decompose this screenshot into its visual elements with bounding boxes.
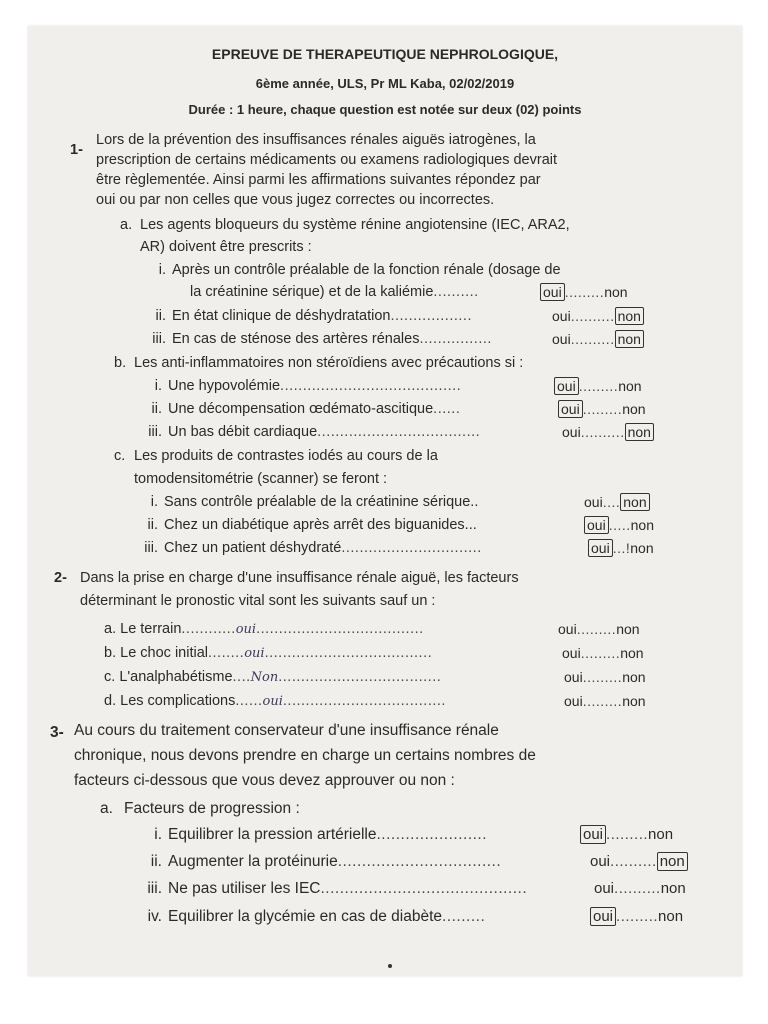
q1-a-item-3	[140, 331, 492, 347]
question-1-intro-1: Lors de la prévention des insuffisances rénales aiguës iatrogènes, la	[96, 132, 536, 148]
question-1-intro-3: être règlementée. Ainsi parmi les affirmations suivantes répondez par	[96, 172, 541, 188]
answer-oui[interactable]: oui	[590, 853, 611, 870]
answer-non[interactable]: non	[648, 826, 674, 843]
item-text: En état clinique de déshydratation	[172, 308, 391, 324]
item-text: Equilibrer la pression artérielle	[168, 826, 377, 843]
q2-item-b-answer: oui.........non	[562, 645, 644, 661]
answer-non[interactable]: non	[622, 401, 646, 417]
answer-non[interactable]: non	[660, 880, 686, 897]
question-2-intro-1: Dans la prise en charge d'une insuffisance rénale aiguë, les facteurs	[80, 570, 519, 586]
dots: ........................................	[280, 378, 462, 394]
answer-oui-circled[interactable]: oui	[540, 283, 565, 301]
item-number: iii.	[147, 880, 162, 897]
answer-oui-circled[interactable]: oui	[590, 907, 616, 926]
dots: ...........................................	[320, 880, 528, 897]
item-text: Les complications	[120, 693, 236, 709]
dots: .......................	[376, 826, 488, 843]
item-number: ii.	[155, 308, 166, 324]
q1-a-label: a.	[120, 217, 133, 233]
q1-b-text: Les anti-inflammatoires non stéroïdiens avec précautions si :	[134, 355, 524, 371]
answer-non-circled[interactable]: non	[620, 493, 649, 511]
item-text: En cas de sténose des artères rénales	[172, 331, 420, 347]
q3-a-item-4-answer: oui .........non	[590, 908, 683, 925]
answer-non-circled[interactable]: non	[657, 852, 688, 871]
item-number: i.	[154, 826, 162, 843]
q3-a-item-3-answer: oui..........non	[594, 880, 686, 897]
answer-non[interactable]: non	[620, 645, 644, 661]
item-text: Sans contrôle préalable de la créatinine sérique..	[164, 494, 479, 510]
q2-item-c: c. L'analphabétisme....Non....................................	[104, 669, 442, 685]
question-1-intro-2: prescription de certains médicaments ou examens radiologiques devrait	[96, 152, 558, 168]
answer-oui[interactable]: oui	[562, 424, 581, 440]
answer-oui[interactable]: oui	[564, 669, 583, 685]
item-text: Equilibrer la glycémie en cas de diabète	[168, 908, 442, 925]
q1-c-item-3	[132, 540, 482, 556]
answer-oui[interactable]: oui	[552, 308, 571, 324]
dots: ...............................	[341, 540, 482, 556]
answer-oui[interactable]: oui	[558, 621, 577, 637]
q1-c-item-2	[132, 517, 477, 533]
answer-oui-circled[interactable]: oui	[588, 539, 613, 557]
q1-b-label: b.	[114, 355, 127, 371]
answer-non[interactable]: non	[630, 540, 654, 556]
answer-oui[interactable]: oui	[552, 331, 571, 347]
dots: ....................................	[317, 424, 481, 440]
q2-item-a: a. Le terrain............oui.....................................	[104, 621, 424, 637]
q1-a-text-1: Les agents bloqueurs du système rénine angiotensine (IEC, ARA2,	[140, 217, 570, 233]
item-number: iv.	[147, 908, 162, 925]
dots: ..................................	[337, 853, 502, 870]
q1-b-item-3-answer: oui.......... non	[562, 424, 654, 440]
q1-b-item-3	[136, 424, 480, 440]
answer-oui-circled[interactable]: oui	[584, 516, 609, 534]
item-number: iii.	[148, 424, 162, 440]
item-text: Une hypovolémie	[168, 378, 281, 394]
item-number: i.	[158, 262, 166, 278]
item-number: a.	[104, 621, 117, 637]
item-number: b.	[104, 645, 117, 661]
question-3-intro-2: chronique, nous devons prendre en charge un certains nombres de	[74, 747, 536, 764]
dots: .........	[442, 908, 486, 925]
q3-a-label: a.	[100, 800, 113, 817]
dots: ..................	[390, 308, 472, 324]
item-number: d.	[104, 693, 117, 709]
answer-oui-circled[interactable]: oui	[554, 377, 579, 395]
question-2-intro-2: déterminant le pronostic vital sont les suivants sauf un :	[80, 593, 436, 609]
answer-non[interactable]: non	[622, 669, 646, 685]
answer-non[interactable]: non	[604, 284, 628, 300]
handwritten-answer: oui	[235, 622, 257, 637]
q1-c-item-1-answer: oui.... non	[584, 494, 650, 510]
dots: ......	[433, 401, 461, 417]
item-number: ii.	[151, 401, 162, 417]
q2-item-d: d. Les complications......oui....................................	[104, 693, 446, 709]
q3-a-item-3	[136, 880, 527, 898]
dots: ..........	[433, 284, 479, 300]
q1-b-item-1	[136, 378, 461, 394]
item-text: Un bas débit cardiaque	[168, 424, 318, 440]
q1-a-item-1-cont	[190, 284, 479, 300]
q1-c-label: c.	[114, 448, 126, 464]
item-text: Chez un diabétique après arrêt des biguanides...	[164, 517, 477, 533]
answer-oui[interactable]: oui	[594, 880, 615, 897]
item-text: L'analphabétisme	[119, 669, 233, 685]
item-text: Après un contrôle préalable de la fonction rénale (dosage de	[172, 262, 561, 278]
answer-non[interactable]: non	[616, 621, 640, 637]
dots: ................	[419, 331, 492, 347]
q3-a-item-1-answer: oui .........non	[580, 826, 673, 843]
answer-oui[interactable]: oui	[562, 645, 581, 661]
item-text: Une décompensation œdémato-ascitique	[168, 401, 434, 417]
answer-oui-circled[interactable]: oui	[558, 400, 583, 418]
answer-non-circled[interactable]: non	[615, 307, 644, 325]
q3-a-item-2	[136, 853, 501, 871]
handwritten-answer: Non	[250, 670, 279, 685]
question-1-number: 1-	[70, 142, 83, 158]
question-3-number: 3-	[50, 724, 64, 741]
item-text: Augmenter la protéinurie	[168, 853, 338, 870]
exam-duration: Durée : 1 heure, chaque question est notée sur deux (02) points	[188, 102, 582, 117]
item-number: iii.	[152, 331, 166, 347]
q3-a-text: Facteurs de progression :	[124, 800, 300, 817]
q1-c-item-1	[132, 494, 478, 510]
exam-title: EPREUVE DE THERAPEUTIQUE NEPHROLOGIQUE,	[211, 46, 559, 62]
question-3-intro-1: Au cours du traitement conservateur d'une insuffisance rénale	[74, 722, 499, 739]
item-text: Chez un patient déshydraté	[164, 540, 342, 556]
item-number: iii.	[144, 540, 158, 556]
q2-item-d-answer: oui.........non	[564, 693, 646, 709]
item-text-cont: la créatinine sérique) et de la kaliémie	[190, 284, 434, 300]
q3-a-item-2-answer: oui.......... non	[590, 853, 688, 870]
item-number: i.	[150, 494, 158, 510]
item-number: i.	[154, 378, 162, 394]
question-2-number: 2-	[54, 570, 67, 586]
q1-c-text-2: tomodensitométrie (scanner) se feront :	[134, 471, 388, 487]
exam-subtitle: 6ème année, ULS, Pr ML Kaba, 02/02/2019	[255, 76, 515, 91]
q2-item-a-answer: oui.........non	[558, 621, 640, 637]
q1-a-item-2-answer: oui.......... non	[552, 308, 644, 324]
q1-a-text-2: AR) doivent être prescrits :	[140, 239, 312, 255]
q2-item-c-answer: oui.........non	[564, 669, 646, 685]
answer-non[interactable]: non	[618, 378, 642, 394]
page-dot	[388, 964, 392, 968]
answer-oui[interactable]: oui	[584, 494, 603, 510]
answer-non[interactable]: non	[622, 693, 646, 709]
answer-oui[interactable]: oui	[564, 693, 583, 709]
answer-non-circled[interactable]: non	[625, 423, 654, 441]
answer-non-circled[interactable]: non	[615, 330, 644, 348]
q3-a-item-1	[136, 826, 487, 844]
answer-oui-circled[interactable]: oui	[580, 825, 606, 844]
item-text: Le choc initial	[120, 645, 208, 661]
item-text: Ne pas utiliser les IEC	[168, 880, 321, 897]
q1-b-item-1-answer: oui .........non	[554, 378, 642, 394]
item-number: ii.	[150, 853, 162, 870]
exam-sheet	[28, 26, 742, 976]
q1-c-text-1: Les produits de contrastes iodés au cours de la	[134, 448, 438, 464]
question-3-intro-3: facteurs ci-dessous que vous devez approuver ou non :	[74, 772, 455, 789]
question-1-intro-4: oui ou par non celles que vous jugez correctes ou incorrectes.	[96, 192, 495, 208]
q1-c-item-3-answer: oui ...!non	[588, 540, 654, 556]
q3-a-item-4	[136, 908, 485, 926]
q1-a-item-2	[140, 308, 472, 324]
handwritten-answer: oui	[244, 646, 265, 661]
item-number: c.	[104, 669, 116, 685]
q1-b-item-2-answer: oui .........non	[558, 401, 646, 417]
answer-non[interactable]: non	[658, 908, 684, 925]
q2-item-b: b. Le choc initial........oui.....................................	[104, 645, 433, 661]
item-text: Le terrain	[120, 621, 182, 637]
q1-b-item-2	[136, 401, 460, 417]
q1-a-item-1	[140, 262, 561, 278]
q1-a-item-1-answer: oui .........non	[540, 284, 628, 300]
q1-c-item-2-answer: oui .....non	[584, 517, 654, 533]
q1-a-item-3-answer: oui.......... non	[552, 331, 644, 347]
item-number: ii.	[147, 517, 158, 533]
answer-non[interactable]: non	[630, 517, 654, 533]
handwritten-answer: oui	[262, 694, 283, 709]
